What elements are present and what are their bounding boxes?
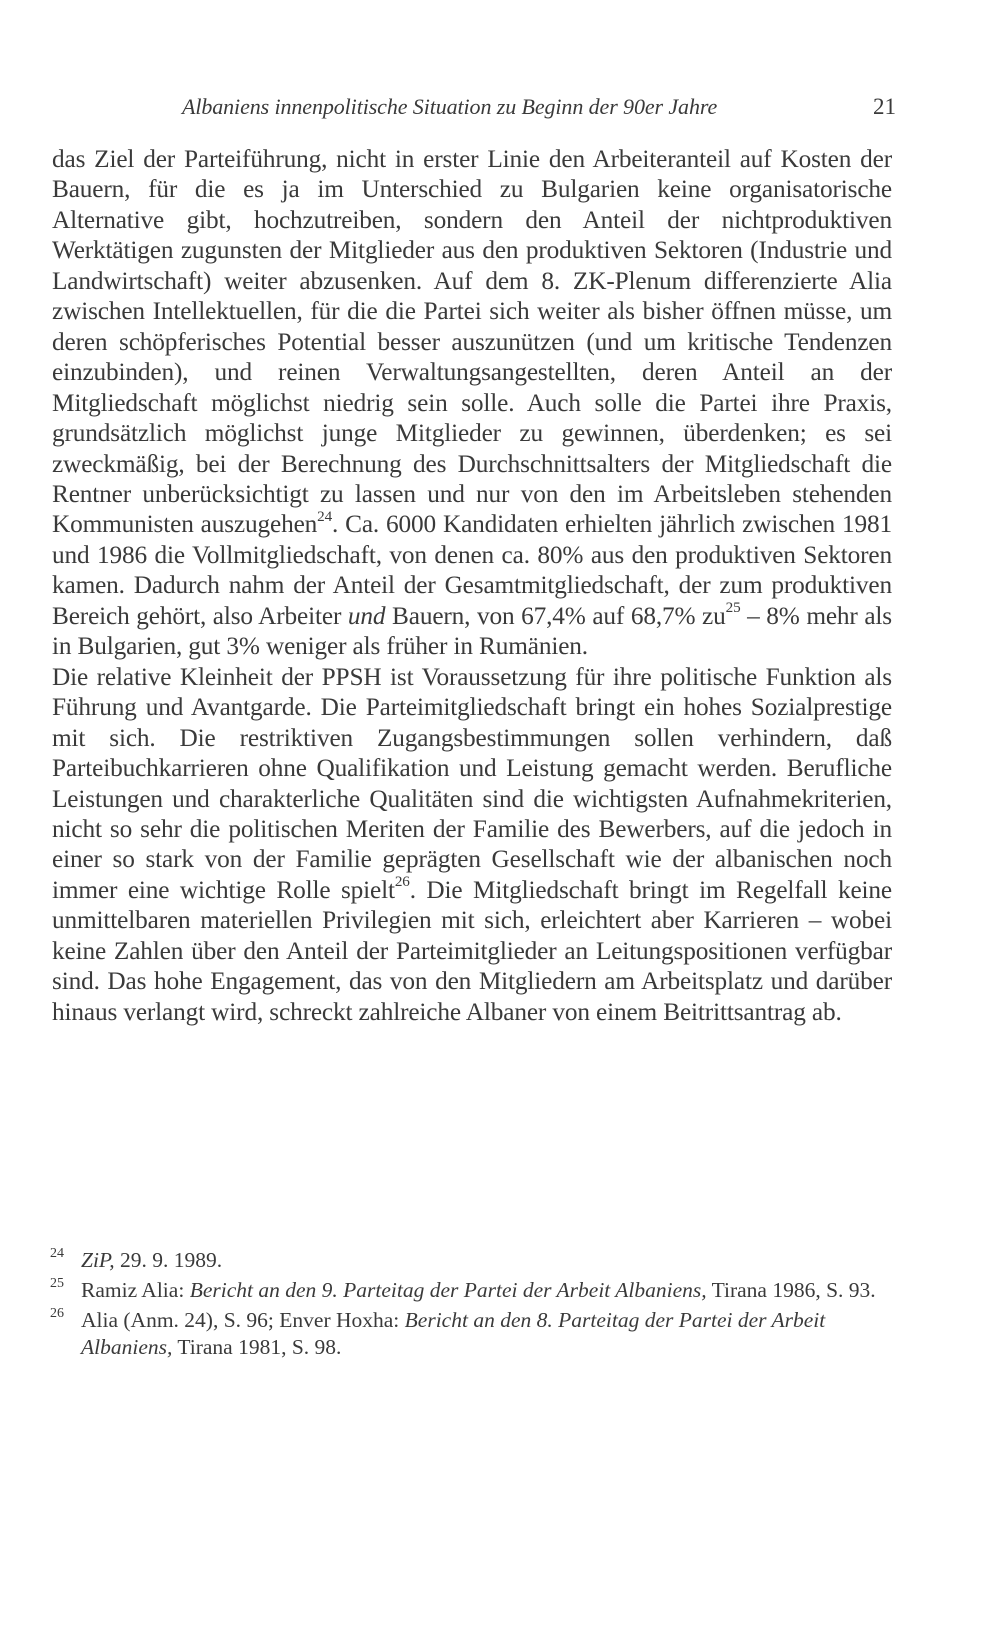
text-run: das Ziel der Parteiführung, nicht in erster Linie den Arbeiteranteil auf Kosten der Bauern, für die es ja im Unterschied zu Bulgarien keine organisatorische Alternative gibt, hochzutreiben, sondern den Anteil der nichtproduktiven Werktätigen zugunsten der Mitglieder aus den produktiven Sektoren (Industrie und Landwirtschaft) weiter abzusenken. Auf dem 8. ZK-Plenum differenzierte Alia zwischen Intellektuellen, für die die Partei sich weiter als bisher öffnen müsse, um deren schöpferisches Potential besser auszunützen (und um kritische Tendenzen einzubinden), und reinen Verwaltungsangestellten, deren Anteil an der Mitgliedschaft möglichst niedrig sein solle. Auch solle die Partei ihre Praxis, grundsätzlich möglichst junge Mitglieder zu gewinnen, überdenken; es sei zweckmäßig, bei der Berechnung des Durchschnittsalters der Mitgliedschaft die Rentner unberücksichtigt zu lassen und nur von den im Arbeitsleben stehenden Kommunisten auszugehen	[52, 145, 892, 539]
footnote-number: 24	[50, 1246, 64, 1261]
footnote-reference: 24	[317, 507, 332, 525]
paragraph	[52, 144, 892, 662]
text-run: . Ca. 6000 Kandidaten erhielten jährlich zwischen 1981 und 1986 die Vollmitgliedschaft, von denen ca. 80% aus den produktiven Sektoren kamen. Dadurch nahm der Anteil der Gesamtmitgliedschaft, der zum produktiven Bereich gehört, also Arbeiter	[52, 510, 892, 630]
text-run: Bauern, von 67,4% auf 68,7% zu	[385, 601, 726, 630]
text-run: . Die Mitgliedschaft bringt im Regelfall keine unmittelbaren materiellen Privilegien mit sich, erleichtert aber Karrieren – wobei keine Zahlen über den Anteil der Parteimitglieder an Leitungspositionen verfügbar sind. Das hohe Engagement, das von den Mitgliedern am Arbeitsplatz und darüber hinaus verlangt wird, schreckt zahlreiche Albaner von einem Beitrittsantrag ab.	[52, 875, 892, 1026]
footnote-text	[81, 1307, 892, 1361]
running-head	[56, 92, 896, 122]
footnote-text	[81, 1247, 892, 1274]
text-run: Die relative Kleinheit der PPSH ist Voraussetzung für ihre politische Funktion als Führung und Avantgarde. Die Parteimitgliedschaft bringt ein hohes Sozialprestige mit sich. Die restriktiven Zugangsbestimmungen sollen verhindern, daß Parteibuchkarrieren ohne Qualifikation und Leistung gemacht werden. Berufliche Leistungen und charakterliche Qualitäten sind die wichtigsten Aufnahmekriterien, nicht so sehr die politischen Meriten der Familie des Bewerbers, auf die jedoch in einer so stark von der Familie geprägten Gesellschaft wie der albanischen noch immer eine wichtige Rolle spielt	[52, 662, 892, 904]
running-head-title: Albaniens innenpolitische Situation zu Beginn der 90er Jahre	[182, 94, 718, 119]
footnote	[50, 1247, 892, 1274]
footnote-reference: 26	[394, 873, 410, 891]
footnotes	[50, 1247, 892, 1364]
footnote-number: 26	[50, 1306, 64, 1321]
main-text	[52, 144, 892, 1027]
text-run: – 8% mehr als in Bulgarien, gut 3% weniger als früher in Rumänien.	[52, 601, 892, 661]
footnote-number: 25	[50, 1276, 64, 1291]
text-run: Tirana 1981, S. 98.	[172, 1335, 342, 1359]
text-run: Alia (Anm. 24), S. 96; Enver Hoxha:	[81, 1308, 405, 1332]
footnote	[50, 1307, 892, 1361]
paragraph	[52, 662, 892, 1027]
emphasis-text: ZiP,	[81, 1248, 115, 1272]
emphasis-text: und	[347, 601, 386, 630]
text-run: 29. 9. 1989.	[114, 1248, 223, 1272]
footnote-text	[81, 1277, 892, 1304]
footnote-reference: 25	[725, 599, 741, 617]
emphasis-text: Bericht an den 9. Parteitag der Partei der Arbeit Albaniens,	[189, 1278, 707, 1302]
text-run: Tirana 1986, S. 93.	[706, 1278, 876, 1302]
page-number: 21	[873, 94, 896, 119]
text-run: Ramiz Alia:	[81, 1278, 190, 1302]
footnote	[50, 1277, 892, 1304]
emphasis-text: Bericht an den 8. Parteitag der Partei der Arbeit Albaniens,	[81, 1308, 826, 1359]
